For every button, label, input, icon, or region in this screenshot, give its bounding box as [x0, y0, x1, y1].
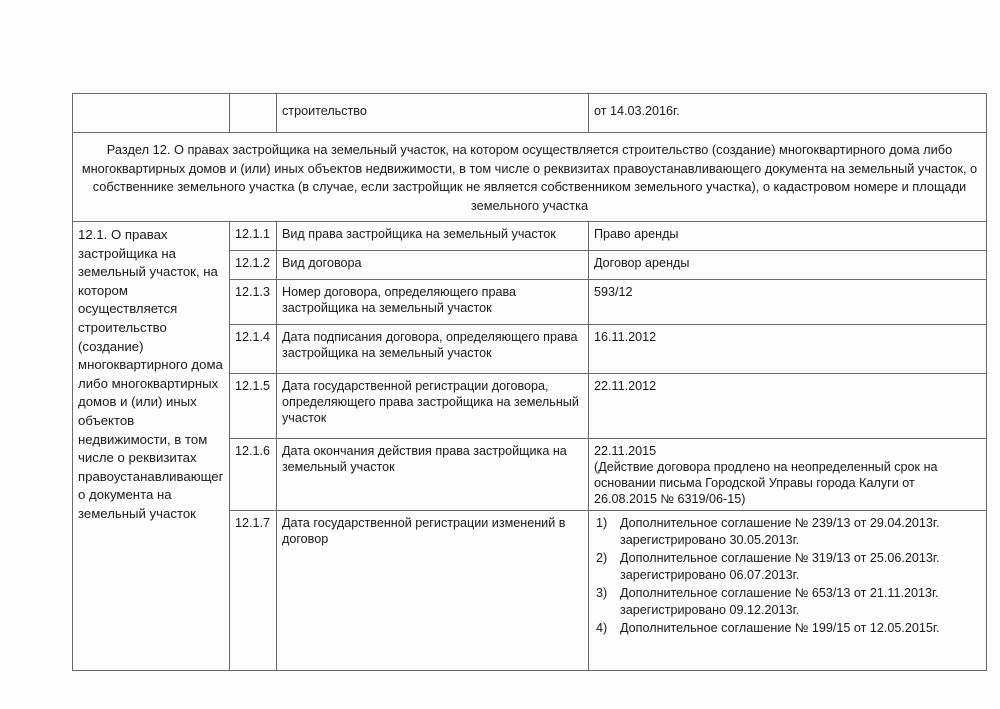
- list-marker: 2): [596, 551, 608, 566]
- prev-cell-value: от 14.03.2016г.: [589, 94, 987, 133]
- list-marker: 1): [596, 516, 608, 530]
- row-value: Договор аренды: [589, 251, 987, 280]
- row-value-note: (Действие договора продлено на неопределенный срок на основании письма Городской Управы города Калуги от 26.08.2015 № 6319/06-15): [594, 460, 938, 506]
- amendments-list: [594, 515, 981, 637]
- table-row: [73, 222, 987, 251]
- amendments-cell: [589, 511, 987, 671]
- amendment-text: Дополнительное соглашение № 239/13 от 29.04.2013г. зарегистрировано 30.05.2013г.: [620, 516, 940, 547]
- list-marker: 4): [596, 621, 608, 636]
- developer-land-rights-table: [72, 93, 987, 671]
- row-label: Дата государственной регистрации изменений в договор: [277, 511, 589, 671]
- row-number: 12.1.4: [230, 325, 277, 374]
- amendment-item: [594, 515, 981, 549]
- prev-cell-1: [73, 94, 230, 133]
- previous-section-last-row: [73, 94, 987, 133]
- prev-cell-label: строительство: [277, 94, 589, 133]
- row-value: Право аренды: [589, 222, 987, 251]
- section-12-heading-row: [73, 133, 987, 222]
- row-label: Номер договора, определяющего права застройщика на земельный участок: [277, 280, 589, 325]
- row-number: 12.1.1: [230, 222, 277, 251]
- row-label: Дата подписания договора, определяющего права застройщика на земельный участок: [277, 325, 589, 374]
- amendment-item: [594, 620, 981, 637]
- row-label: Вид договора: [277, 251, 589, 280]
- row-value-cell: [589, 439, 987, 511]
- row-label: Вид права застройщика на земельный участок: [277, 222, 589, 251]
- row-number: 12.1.3: [230, 280, 277, 325]
- prev-cell-2: [230, 94, 277, 133]
- amendment-text: Дополнительное соглашение № 319/13 от 25.06.2013г. зарегистрировано 06.07.2013г.: [620, 551, 940, 582]
- row-value: 22.11.2015: [594, 444, 657, 458]
- row-number: 12.1.6: [230, 439, 277, 511]
- row-number: 12.1.5: [230, 374, 277, 439]
- list-marker: 3): [596, 586, 608, 601]
- amendment-item: [594, 585, 981, 619]
- row-value: 16.11.2012: [589, 325, 987, 374]
- row-value: 22.11.2012: [589, 374, 987, 439]
- amendment-item: [594, 550, 981, 584]
- amendment-text: Дополнительное соглашение № 653/13 от 21.11.2013г. зарегистрировано 09.12.2013г.: [620, 586, 939, 617]
- row-number: 12.1.7: [230, 511, 277, 671]
- row-value: 593/12: [589, 280, 987, 325]
- amendment-text: Дополнительное соглашение № 199/15 от 12.05.2015г.: [620, 621, 940, 636]
- section-heading: Раздел 12. О правах застройщика на земельный участок, на котором осуществляется строительство (создание) многоквартирного дома либо многоквартирных домов и (или) иных объектов недвижимости, в том числе о реквизитах правоустанавливающего документа на земельный участок, о собственнике земельного участка (в случае, если застройщик не является собственником земельного участка), о кадастровом номере и площади земельного участка: [73, 133, 987, 222]
- row-label: Дата государственной регистрации договора, определяющего права застройщика на земельный участок: [277, 374, 589, 439]
- row-label: Дата окончания действия права застройщика на земельный участок: [277, 439, 589, 511]
- row-number: 12.1.2: [230, 251, 277, 280]
- subsection-heading: 12.1. О правах застройщика на земельный участок, на котором осуществляется строительство (создание) многоквартирного дома либо многоквартирных домов и (или) иных объектов недвижимости, в том числе о реквизитах правоустанавливающего документа на земельный участок: [73, 222, 230, 671]
